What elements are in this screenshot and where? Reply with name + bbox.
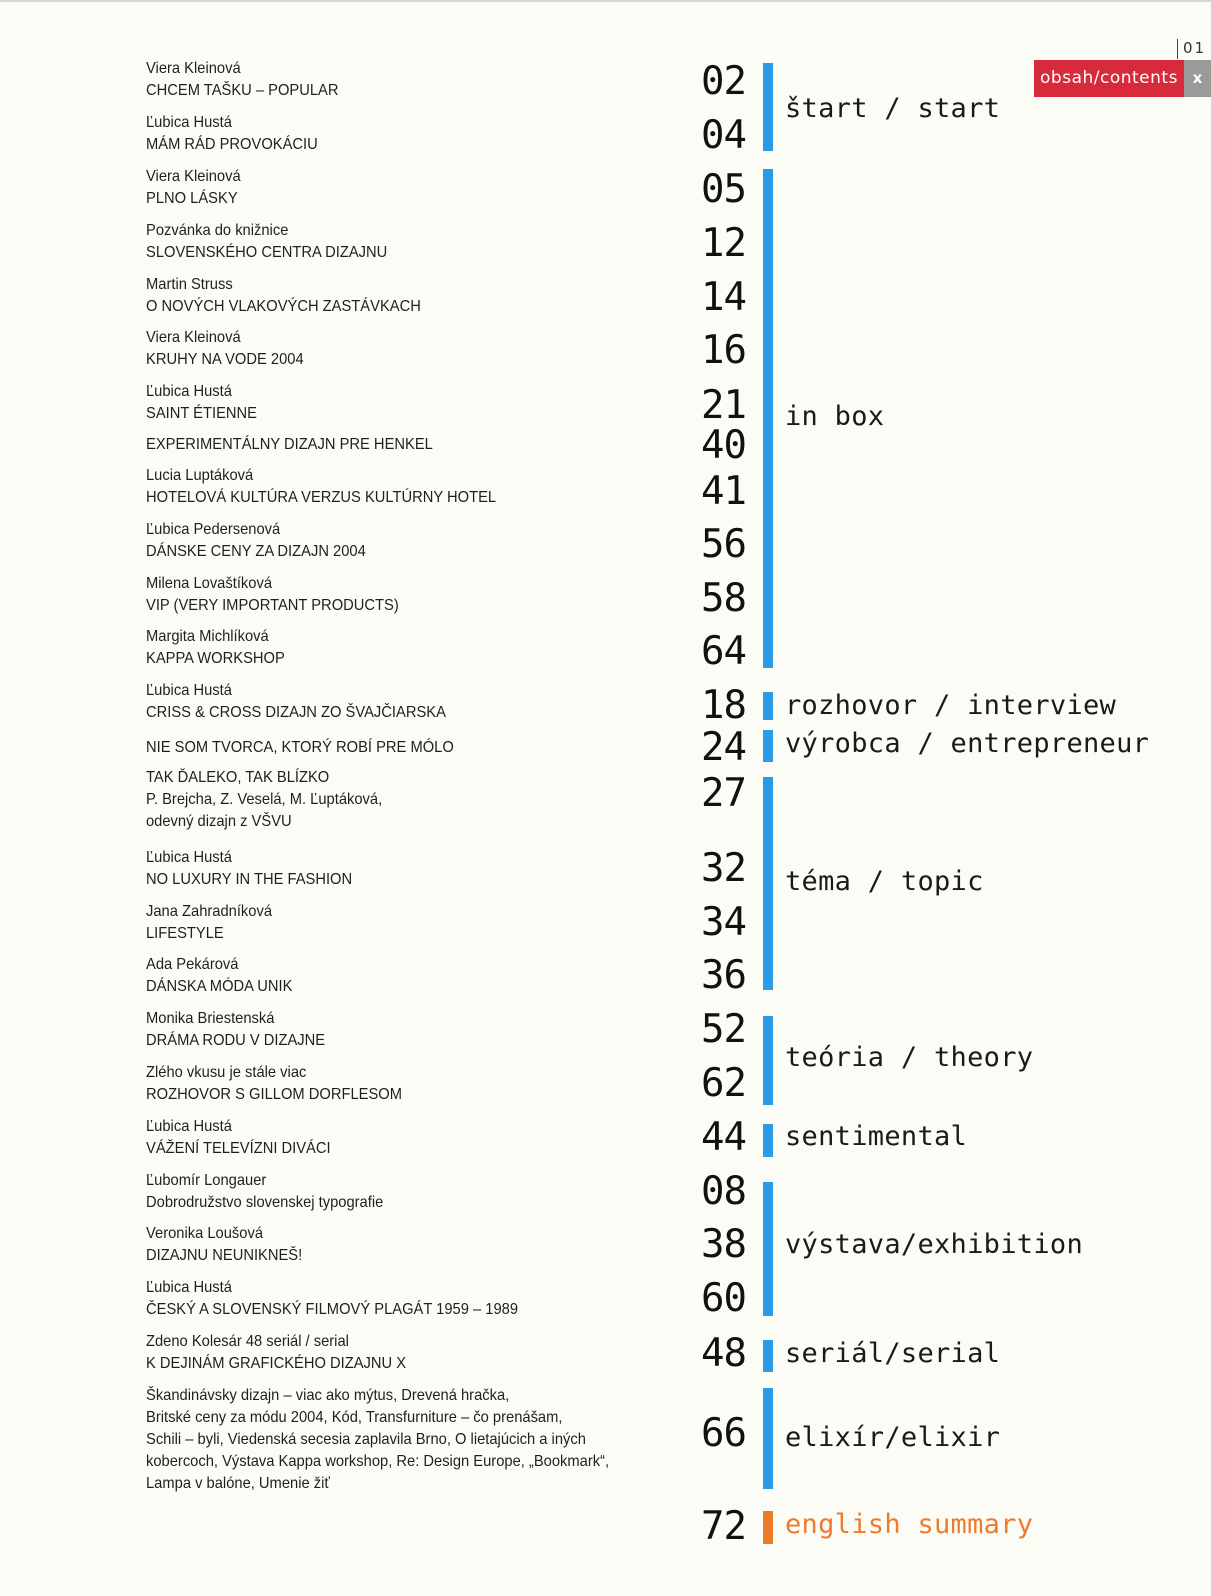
toc-entry[interactable]: [146, 166, 706, 210]
toc-entry[interactable]: [146, 1008, 706, 1052]
entry-text: Lampa v balóne, Umenie žiť: [146, 1475, 330, 1492]
entry-title: DÁNSKA MÓDA UNIK: [146, 978, 293, 995]
entry-author: Ľubica Pedersenová: [146, 521, 281, 538]
entry-author: Ľubica Hustá: [146, 849, 232, 866]
entry-author: Viera Kleinová: [146, 60, 241, 77]
section-bar: [763, 169, 773, 668]
entry-author: Viera Kleinová: [146, 168, 241, 185]
section-bar: [763, 1124, 773, 1157]
section-bar: [763, 730, 773, 762]
entry-title: LIFESTYLE: [146, 925, 224, 942]
entry-title: K DEJINÁM GRAFICKÉHO DIZAJNU X: [146, 1355, 407, 1372]
entry-author: Monika Briestenská: [146, 1010, 275, 1027]
entry-subtitle: odevný dizajn z VŠVU: [146, 813, 292, 830]
entry-title: KAPPA WORKSHOP: [146, 650, 285, 667]
toc-entry[interactable]: [146, 626, 706, 670]
toc-entry[interactable]: [146, 767, 706, 833]
close-icon[interactable]: x: [1184, 60, 1211, 97]
entry-author: Veronika Loušová: [146, 1225, 264, 1242]
entry-title: DÁNSKE CENY ZA DIZAJN 2004: [146, 543, 366, 560]
section-bar: [763, 63, 773, 151]
section-bar: [763, 1388, 773, 1489]
entry-title: HOTELOVÁ KULTÚRA VERZUS KULTÚRNY HOTEL: [146, 489, 497, 506]
entry-title: NIE SOM TVORCA, KTORÝ ROBÍ PRE MÓLO: [146, 739, 454, 756]
page-number-label: 48: [701, 1331, 746, 1376]
toc-entry[interactable]: [146, 327, 706, 371]
section-label-interview[interactable]: rozhovor / interview: [785, 690, 1117, 721]
entry-title: Dobrodružstvo slovenskej typografie: [146, 1194, 384, 1211]
toc-entry[interactable]: [146, 465, 706, 509]
page-number-label: 41: [701, 469, 746, 514]
entry-title: DRÁMA RODU V DIZAJNE: [146, 1032, 326, 1049]
entry-author: Margita Michlíková: [146, 628, 269, 645]
entry-author: Ada Pekárová: [146, 956, 239, 973]
page-number-label: 62: [701, 1061, 746, 1106]
toc-entry[interactable]: [146, 847, 706, 891]
section-label-sentimental[interactable]: sentimental: [785, 1121, 968, 1152]
page-number-label: 56: [701, 522, 746, 567]
entry-text: Škandinávsky dizajn – viac ako mýtus, Drevená hračka,: [146, 1387, 510, 1404]
section-label-inbox[interactable]: in box: [785, 401, 885, 432]
entry-title: ROZHOVOR S GILLOM DORFLESOM: [146, 1086, 403, 1103]
entry-subtitle: Zlého vkusu je stále viac: [146, 1064, 307, 1081]
toc-entry[interactable]: [146, 954, 706, 998]
page-number-label: 52: [701, 1007, 746, 1052]
entry-author: Zdeno Kolesár 48 seriál / serial: [146, 1333, 349, 1350]
section-label-topic[interactable]: téma / topic: [785, 866, 984, 897]
toc-entry[interactable]: [146, 1331, 706, 1375]
entry-title: KRUHY NA VODE 2004: [146, 351, 304, 368]
section-label-serial[interactable]: seriál/serial: [785, 1338, 1001, 1369]
entry-title: CHCEM TAŠKU – POPULAR: [146, 82, 339, 99]
entry-text: kobercoch, Výstava Kappa workshop, Re: Design Europe, „Bookmark“,: [146, 1453, 610, 1470]
entry-title: VIP (VERY IMPORTANT PRODUCTS): [146, 597, 399, 614]
entry-title: SAINT ÉTIENNE: [146, 405, 257, 422]
section-label-exhibition[interactable]: výstava/exhibition: [785, 1229, 1083, 1260]
page-number-label: 16: [701, 328, 746, 373]
entry-author: P. Brejcha, Z. Veselá, M. Ľuptáková,: [146, 791, 383, 808]
entry-author: Ľubica Hustá: [146, 1279, 232, 1296]
toc-entry[interactable]: [146, 519, 706, 563]
entry-title: NO LUXURY IN THE FASHION: [146, 871, 353, 888]
toc-entry[interactable]: [146, 680, 706, 724]
toc-entry[interactable]: [146, 1062, 706, 1106]
entry-title: DIZAJNU NEUNIKNEŠ!: [146, 1247, 303, 1264]
entry-text: Britské ceny za módu 2004, Kód, Transfurniture – čo prenášam,: [146, 1409, 563, 1426]
toc-entry[interactable]: [146, 220, 706, 264]
toc-entry[interactable]: [146, 381, 706, 425]
entry-text: Schili – byli, Viedenská secesia zaplavila Brno, O lietajúcich a iných: [146, 1431, 586, 1448]
page-number-label: 18: [701, 683, 746, 728]
page-number-label: 40: [701, 423, 746, 468]
page-number-label: 08: [701, 1169, 746, 1214]
page-number: 01: [1177, 39, 1211, 59]
section-label-english-summary[interactable]: english summary: [785, 1509, 1034, 1540]
page-number-label: 38: [701, 1222, 746, 1267]
section-bar: [763, 1340, 773, 1372]
section-tab-contents[interactable]: obsah/contents: [1034, 60, 1184, 97]
entry-author: Milena Lovaštíková: [146, 575, 273, 592]
page-number-label: 58: [701, 576, 746, 621]
top-rule: [0, 0, 1211, 2]
section-label-start[interactable]: štart / start: [785, 93, 1001, 124]
section-bar: [763, 1511, 773, 1544]
page-number-label: 04: [701, 113, 746, 158]
entry-title: SLOVENSKÉHO CENTRA DIZAJNU: [146, 244, 388, 261]
entry-title: ČESKÝ A SLOVENSKÝ FILMOVÝ PLAGÁT 1959 – 1989: [146, 1301, 519, 1318]
toc-entry[interactable]: [146, 1170, 706, 1214]
toc-entry[interactable]: [146, 573, 706, 617]
page-number-label: 32: [701, 846, 746, 891]
page-number-label: 60: [701, 1276, 746, 1321]
toc-entry[interactable]: [146, 274, 706, 318]
entry-title: PLNO LÁSKY: [146, 190, 238, 207]
section-bar: [763, 692, 773, 720]
page-number-label: 27: [701, 771, 746, 816]
entry-title: EXPERIMENTÁLNY DIZAJN PRE HENKEL: [146, 436, 433, 453]
entry-author: Viera Kleinová: [146, 329, 241, 346]
toc-entry[interactable]: [146, 58, 706, 102]
page-number-label: 24: [701, 725, 746, 770]
entry-author: Ľubomír Longauer: [146, 1172, 267, 1189]
entry-title: CRISS & CROSS DIZAJN ZO ŠVAJČIARSKA: [146, 704, 446, 721]
entry-author: Pozvánka do knižnice: [146, 222, 289, 239]
entry-title: O NOVÝCH VLAKOVÝCH ZASTÁVKACH: [146, 298, 421, 315]
page-number-label: 21: [701, 383, 746, 428]
section-bar: [763, 777, 773, 990]
toc-entry[interactable]: [146, 434, 706, 456]
entry-title: MÁM RÁD PROVOKÁCIU: [146, 136, 318, 153]
entry-author: Ľubica Hustá: [146, 1118, 232, 1135]
entry-author: Ľubica Hustá: [146, 114, 232, 131]
page-number-label: 02: [701, 59, 746, 104]
section-label-theory[interactable]: teória / theory: [785, 1042, 1034, 1073]
page-number-label: 64: [701, 629, 746, 674]
toc-entry[interactable]: [146, 901, 706, 945]
entry-title: TAK ĎALEKO, TAK BLÍZKO: [146, 769, 330, 786]
entry-author: Ľubica Hustá: [146, 383, 232, 400]
page-number-label: 66: [701, 1411, 746, 1456]
toc-entry[interactable]: [146, 1116, 706, 1160]
page-number-label: 05: [701, 167, 746, 212]
section-bar: [763, 1016, 773, 1105]
page-number-label: 44: [701, 1115, 746, 1160]
toc-entry[interactable]: [146, 1277, 706, 1321]
page-number-label: 34: [701, 900, 746, 945]
page-number-label: 36: [701, 953, 746, 998]
toc-entry[interactable]: [146, 1223, 706, 1267]
toc-entry[interactable]: [146, 112, 706, 156]
section-bar: [763, 1182, 773, 1316]
page-number-label: 72: [701, 1504, 746, 1549]
toc-entry[interactable]: [146, 737, 706, 759]
toc-entry[interactable]: [146, 1385, 706, 1495]
page-number-label: 12: [701, 221, 746, 266]
entry-author: Martin Struss: [146, 276, 233, 293]
section-label-elixir[interactable]: elixír/elixir: [785, 1422, 1001, 1453]
section-label-entrepreneur[interactable]: výrobca / entrepreneur: [785, 728, 1150, 759]
entry-author: Ľubica Hustá: [146, 682, 232, 699]
page-number-label: 14: [701, 275, 746, 320]
entry-author: Jana Zahradníková: [146, 903, 273, 920]
entry-author: Lucia Luptáková: [146, 467, 254, 484]
entry-title: VÁŽENÍ TELEVÍZNI DIVÁCI: [146, 1140, 331, 1157]
